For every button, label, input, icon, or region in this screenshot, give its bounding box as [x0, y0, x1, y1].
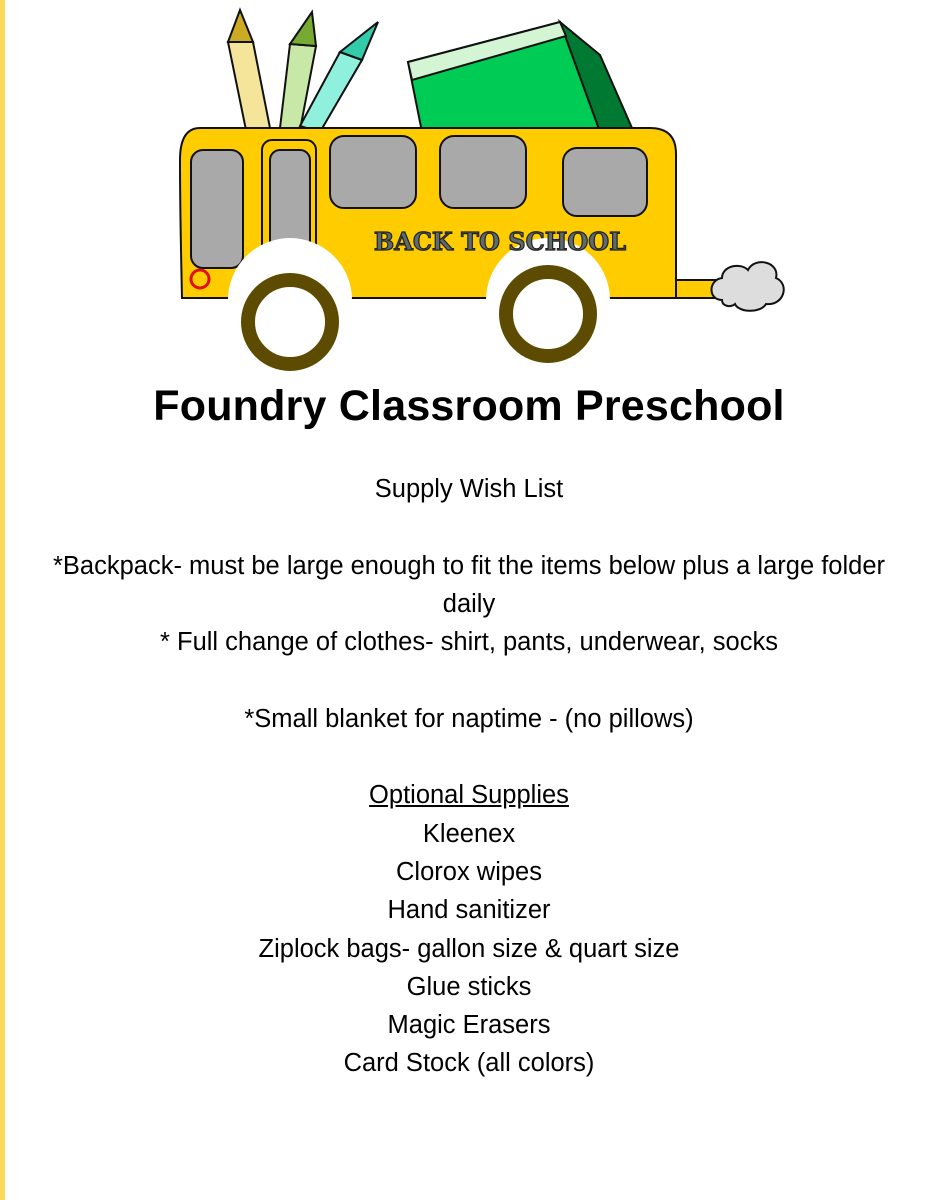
bus-window — [440, 136, 526, 208]
bus-window — [330, 136, 416, 208]
bus-window — [563, 148, 647, 216]
optional-item: Ziplock bags- gallon size & quart size — [258, 934, 680, 963]
required-item-clothes: * Full change of clothes- shirt, pants, underwear, socks — [160, 628, 778, 657]
book-icon — [408, 22, 632, 132]
optional-item: Card Stock (all colors) — [343, 1049, 595, 1078]
smoke-cloud-icon — [712, 262, 784, 311]
optional-item: Hand sanitizer — [387, 896, 551, 925]
supply-list — [0, 470, 938, 1083]
optional-item: Glue sticks — [406, 972, 532, 1001]
required-item-blanket: *Small blanket for naptime - (no pillows) — [244, 704, 694, 733]
crayon-icon — [228, 10, 270, 130]
page-title: Foundry Classroom Preschool — [153, 382, 785, 430]
bus-window — [191, 150, 243, 268]
required-item-backpack-continued: daily — [442, 589, 496, 618]
school-bus-illustration — [170, 0, 800, 375]
optional-heading: Optional Supplies — [369, 781, 569, 810]
required-item-backpack: *Backpack- must be large enough to fit the items below plus a large folder — [52, 551, 886, 580]
back-to-school-badge: BACK TO SCHOOL — [373, 227, 627, 256]
headlight-icon — [191, 270, 209, 288]
optional-item: Kleenex — [422, 819, 516, 848]
optional-item: Clorox wipes — [396, 857, 542, 886]
subtitle: Supply Wish List — [374, 475, 564, 503]
optional-item: Magic Erasers — [387, 1011, 551, 1040]
